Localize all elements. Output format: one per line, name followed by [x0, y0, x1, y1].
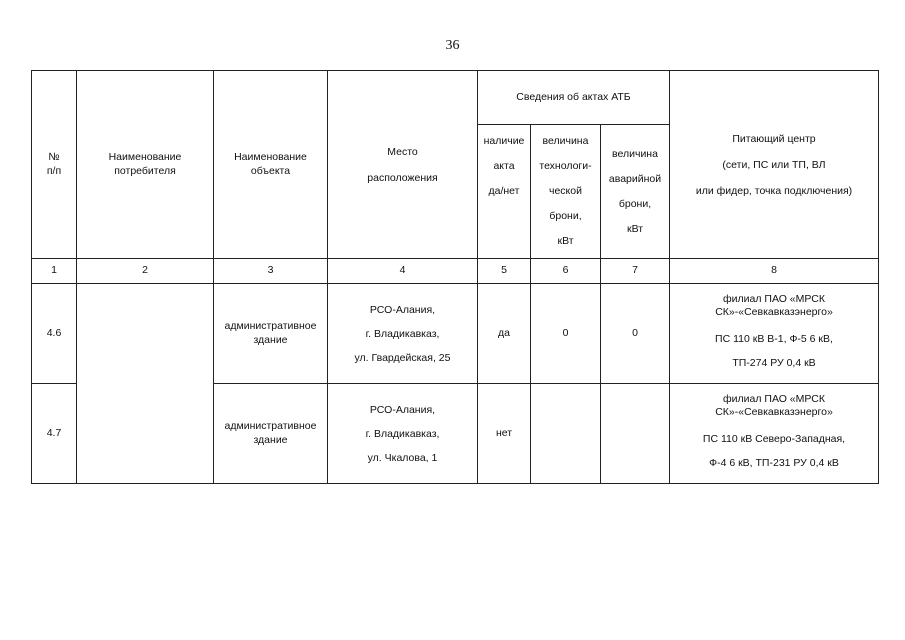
row-num: 4.7	[32, 384, 77, 484]
row-tech	[531, 384, 601, 484]
header-num: № п/п	[32, 71, 77, 259]
column-number: 7	[601, 259, 670, 284]
header-atb-emerg: величина аварийной брони, кВт	[601, 125, 670, 259]
row-tech: 0	[531, 284, 601, 384]
row-location	[328, 284, 478, 384]
header-object: Наименование объекта	[214, 71, 328, 259]
column-number: 3	[214, 259, 328, 284]
feeder-line: филиал ПАО «МРСК СК»-«Севкавказэнерго»	[715, 392, 833, 418]
location-line: РСО-Алания,	[369, 403, 436, 416]
atb-table	[31, 70, 879, 484]
column-number-row	[32, 259, 879, 284]
feeder-line: ПС 110 кВ Северо-Западная,	[702, 432, 846, 445]
location-line: ул. Гвардейская, 25	[354, 351, 451, 364]
row-feeder	[670, 284, 879, 384]
row-location	[328, 384, 478, 484]
header-atb-group: Сведения об актах АТБ	[478, 71, 670, 125]
column-number: 5	[478, 259, 531, 284]
row-object: административное здание	[214, 284, 328, 384]
consumer-cell	[77, 284, 214, 484]
row-feeder	[670, 384, 879, 484]
location-line: РСО-Алания,	[369, 303, 436, 316]
page-number: 36	[445, 38, 460, 53]
column-number: 6	[531, 259, 601, 284]
row-emerg: 0	[601, 284, 670, 384]
row-object: административное здание	[214, 384, 328, 484]
location-line: г. Владикавказ,	[365, 427, 440, 440]
row-num: 4.6	[32, 284, 77, 384]
feeder-line: Ф-4 6 кВ, ТП-231 РУ 0,4 кВ	[709, 456, 839, 469]
header-consumer: Наименование потребителя	[77, 71, 214, 259]
table-row	[32, 284, 879, 384]
header-location: Место расположения	[328, 71, 478, 259]
row-act: да	[478, 284, 531, 384]
row-act: нет	[478, 384, 531, 484]
column-number: 8	[670, 259, 879, 284]
location-line: ул. Чкалова, 1	[367, 451, 438, 464]
feeder-line: ТП-274 РУ 0,4 кВ	[732, 356, 816, 369]
header-row-top	[32, 71, 879, 125]
location-line: г. Владикавказ,	[365, 327, 440, 340]
feeder-line: филиал ПАО «МРСК СК»-«Севкавказэнерго»	[715, 292, 833, 318]
header-atb-tech: величина технологи- ческой брони, кВт	[531, 125, 601, 259]
feeder-line: ПС 110 кВ В-1, Ф-5 6 кВ,	[715, 332, 833, 345]
row-emerg	[601, 384, 670, 484]
column-number: 1	[32, 259, 77, 284]
header-atb-act: наличие акта да/нет	[478, 125, 531, 259]
column-number: 4	[328, 259, 478, 284]
header-feeder: Питающий центр (сети, ПС или ТП, ВЛ или фидер, точка подключения)	[670, 71, 879, 259]
column-number: 2	[77, 259, 214, 284]
